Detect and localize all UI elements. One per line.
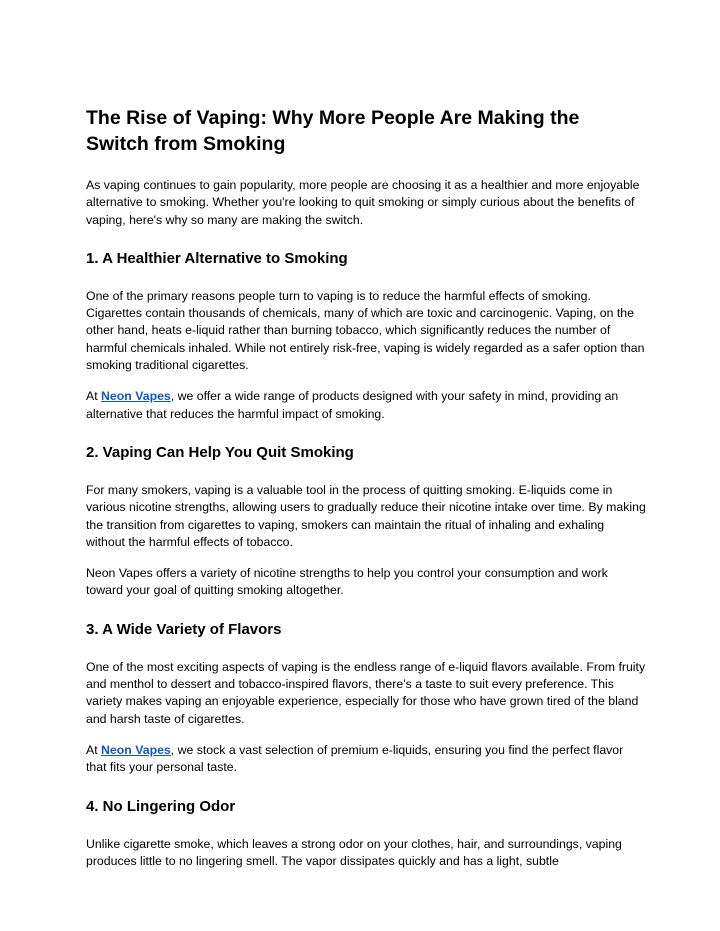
section-4-paragraph-1: Unlike cigarette smoke, which leaves a strong odor on your clothes, hair, and surroundings, vaping produces little to no lingering smell. The vapor dissipates quickly and has a light, subtle <box>86 836 622 868</box>
text-segment: At <box>86 389 102 404</box>
section-2-paragraph-1: For many smokers, vaping is a valuable tool in the process of quitting smoking. E-liquids come in various nicotine strengths, allowing users to gradually reduce their nicotine intake over time. By making the transition from cigarettes to vaping, smokers can maintain the ritual of inhaling and exhaling without the harmful effects of tobacco. <box>86 482 646 549</box>
section-heading-2: 2. Vaping Can Help You Quit Smoking <box>86 443 354 461</box>
section-heading-1: 1. A Healthier Alternative to Smoking <box>86 249 348 267</box>
section-1-paragraph-2 <box>86 388 646 423</box>
section-heading-4: 4. No Lingering Odor <box>86 797 236 815</box>
section-3-paragraph-2 <box>86 742 646 777</box>
intro-paragraph: As vaping continues to gain popularity, more people are choosing it as a healthier and more enjoyable alternative to smoking. Whether you're looking to quit smoking or simply curious about the benefits of vaping, here's why so many are making the switch. <box>86 178 640 227</box>
section-3-paragraph-1: One of the most exciting aspects of vaping is the endless range of e-liquid flavors available. From fruity and menthol to dessert and tobacco-inspired flavors, there’s a taste to suit every preference. This variety makes vaping an enjoyable experience, especially for those who have grown tired of the bland and harsh taste of cigarettes. <box>86 659 646 726</box>
section-1-paragraph-1: One of the primary reasons people turn to vaping is to reduce the harmful effects of smoking. Cigarettes contain thousands of chemicals, many of which are toxic and carcinogenic. Vaping, on the other hand, heats e-liquid rather than burning tobacco, which significantly reduces the number of harmful chemicals inhaled. While not entirely risk-free, vaping is widely regarded as a safer option than smoking traditional cigarettes. <box>86 288 645 373</box>
text-segment: , we stock a vast selection of premium e-liquids, ensuring you find the perfect flavor that fits your personal taste. <box>86 742 624 775</box>
section-heading-3: 3. A Wide Variety of Flavors <box>86 620 282 638</box>
document-title: The Rise of Vaping: Why More People Are Making the Switch from Smoking <box>86 107 580 155</box>
neon-vapes-link[interactable]: Neon Vapes <box>101 389 171 404</box>
text-segment: At <box>86 742 102 757</box>
text-segment: , we offer a wide range of products designed with your safety in mind, providing an alternative that reduces the harmful impact of smoking. <box>86 389 619 421</box>
neon-vapes-link[interactable]: Neon Vapes <box>101 742 171 757</box>
section-2-paragraph-2: Neon Vapes offers a variety of nicotine strengths to help you control your consumption and work toward your goal of quitting smoking altogether. <box>86 566 608 598</box>
document-page <box>86 105 646 884</box>
